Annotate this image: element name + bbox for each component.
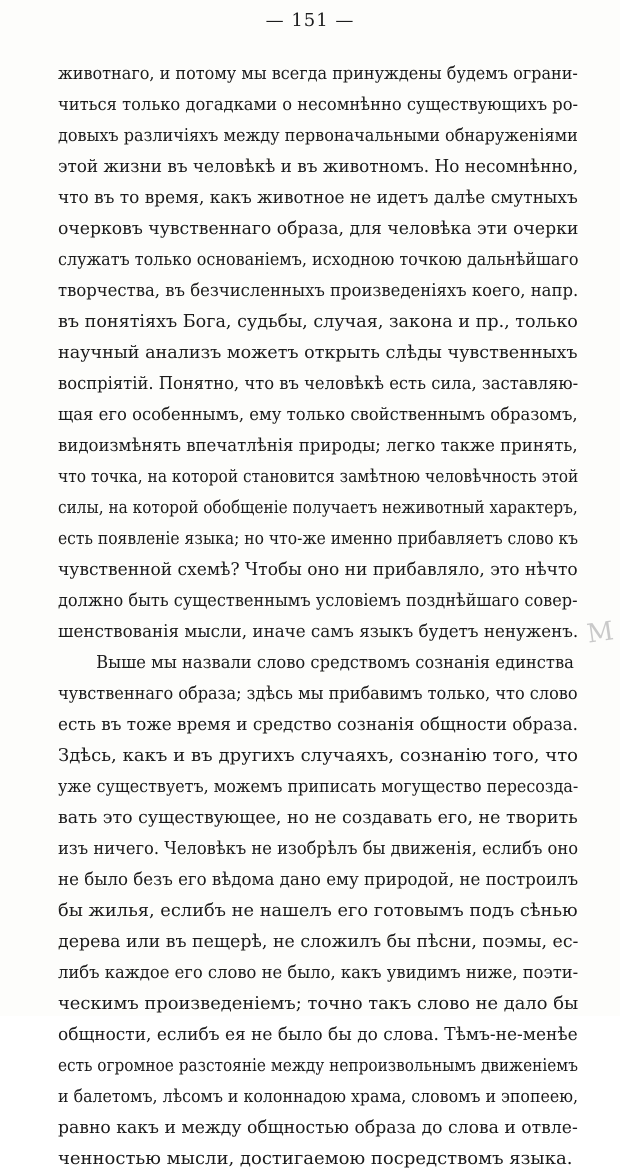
text-line: есть появленіе языка; но что-же именно прибавляетъ слово къ <box>58 528 579 549</box>
text-line: что въ то время, какъ животное не идетъ далѣе смутныхъ <box>58 187 578 208</box>
text-line: есть огромное разстояніе между непроизвольнымъ движеніемъ <box>58 1055 578 1076</box>
text-line: въ понятіяхъ Бога, судьбы, случая, закона и пр., только <box>58 311 578 332</box>
text-line: чувственной схемѣ? Чтобы оно ни прибавляло, это нѣчто <box>58 559 578 580</box>
text-line: творчества, въ безчисленныхъ произведеніяхъ коего, напр. <box>58 280 579 301</box>
text-line: чувственнаго образа; здѣсь мы прибавимъ только, что слово <box>58 683 578 704</box>
text-line: ческимъ произведеніемъ; точно такъ слово не дало бы <box>58 993 579 1014</box>
text-line: бы жилья, еслибъ не нашелъ его готовымъ подъ сѣнью <box>58 900 578 921</box>
text-line: этой жизни въ человѣкѣ и въ животномъ. Но несомнѣнно, <box>58 156 579 177</box>
text-line: шенствованія мысли, иначе самъ языкъ будетъ ненуженъ. <box>58 621 579 642</box>
text-line: силы, на которой обобщеніе получаетъ неживотный характеръ, <box>58 497 578 518</box>
text-line: служатъ только основаніемъ, исходною точкою дальнѣйшаго <box>58 249 579 270</box>
text-line: щая его особеннымъ, ему только свойственнымъ образомъ, <box>58 404 578 425</box>
body-text <box>58 58 578 1174</box>
text-line: читься только догадками о несомнѣнно существующихъ ро- <box>58 94 579 115</box>
text-line: видоизмѣнять впечатлѣнія природы; легко также принять, <box>58 435 578 456</box>
text-line: не было безъ его вѣдома дано ему природой, не построилъ <box>58 869 579 890</box>
text-line: Здѣсь, какъ и въ другихъ случаяхъ, сознанію того, что <box>58 745 578 766</box>
margin-pencil-mark: М <box>585 616 616 650</box>
text-line: научный анализъ можетъ открыть слѣды чувственныхъ <box>58 342 578 363</box>
text-line: либъ каждое его слово не было, какъ увидимъ ниже, поэти- <box>58 962 579 983</box>
text-line: уже существуетъ, можемъ приписать могущество пересозда- <box>58 776 579 797</box>
text-line: равно какъ и между общностью образа до слова и отвле- <box>58 1117 578 1138</box>
text-line: воспріятій. Понятно, что въ человѣкѣ есть сила, заставляю- <box>58 373 579 394</box>
text-line: общности, еслибъ ея не было бы до слова. Тѣмъ-не-менѣе <box>58 1024 578 1045</box>
text-line: и балетомъ, лѣсомъ и колоннадою храма, словомъ и эпопеею, <box>58 1086 578 1107</box>
text-line: Выше мы назвали слово средствомъ сознанія единства <box>96 652 574 673</box>
text-line: ченностью мысли, достигаемою посредствомъ языка. <box>58 1148 573 1169</box>
text-line: есть въ тоже время и средство сознанія общности образа. <box>58 714 578 735</box>
text-line: животнаго, и потому мы всегда принуждены будемъ ограни- <box>58 63 578 84</box>
text-line: вать это существующее, но не создавать его, не творить <box>58 807 578 828</box>
text-line: изъ ничего. Человѣкъ не изобрѣлъ бы движенія, еслибъ оно <box>58 838 579 859</box>
text-line: что точка, на которой становится замѣтною человѣчность этой <box>58 466 579 487</box>
text-line: очерковъ чувственнаго образа, для человѣка эти очерки <box>58 218 579 239</box>
text-line: должно быть существеннымъ условіемъ позднѣйшаго совер- <box>58 590 578 611</box>
page-number: — 151 — <box>265 10 355 31</box>
text-line: дерева или въ пещерѣ, не сложилъ бы пѣсни, поэмы, ес- <box>58 931 579 952</box>
text-line: довыхъ различіяхъ между первоначальными обнаруженіями <box>58 125 578 146</box>
